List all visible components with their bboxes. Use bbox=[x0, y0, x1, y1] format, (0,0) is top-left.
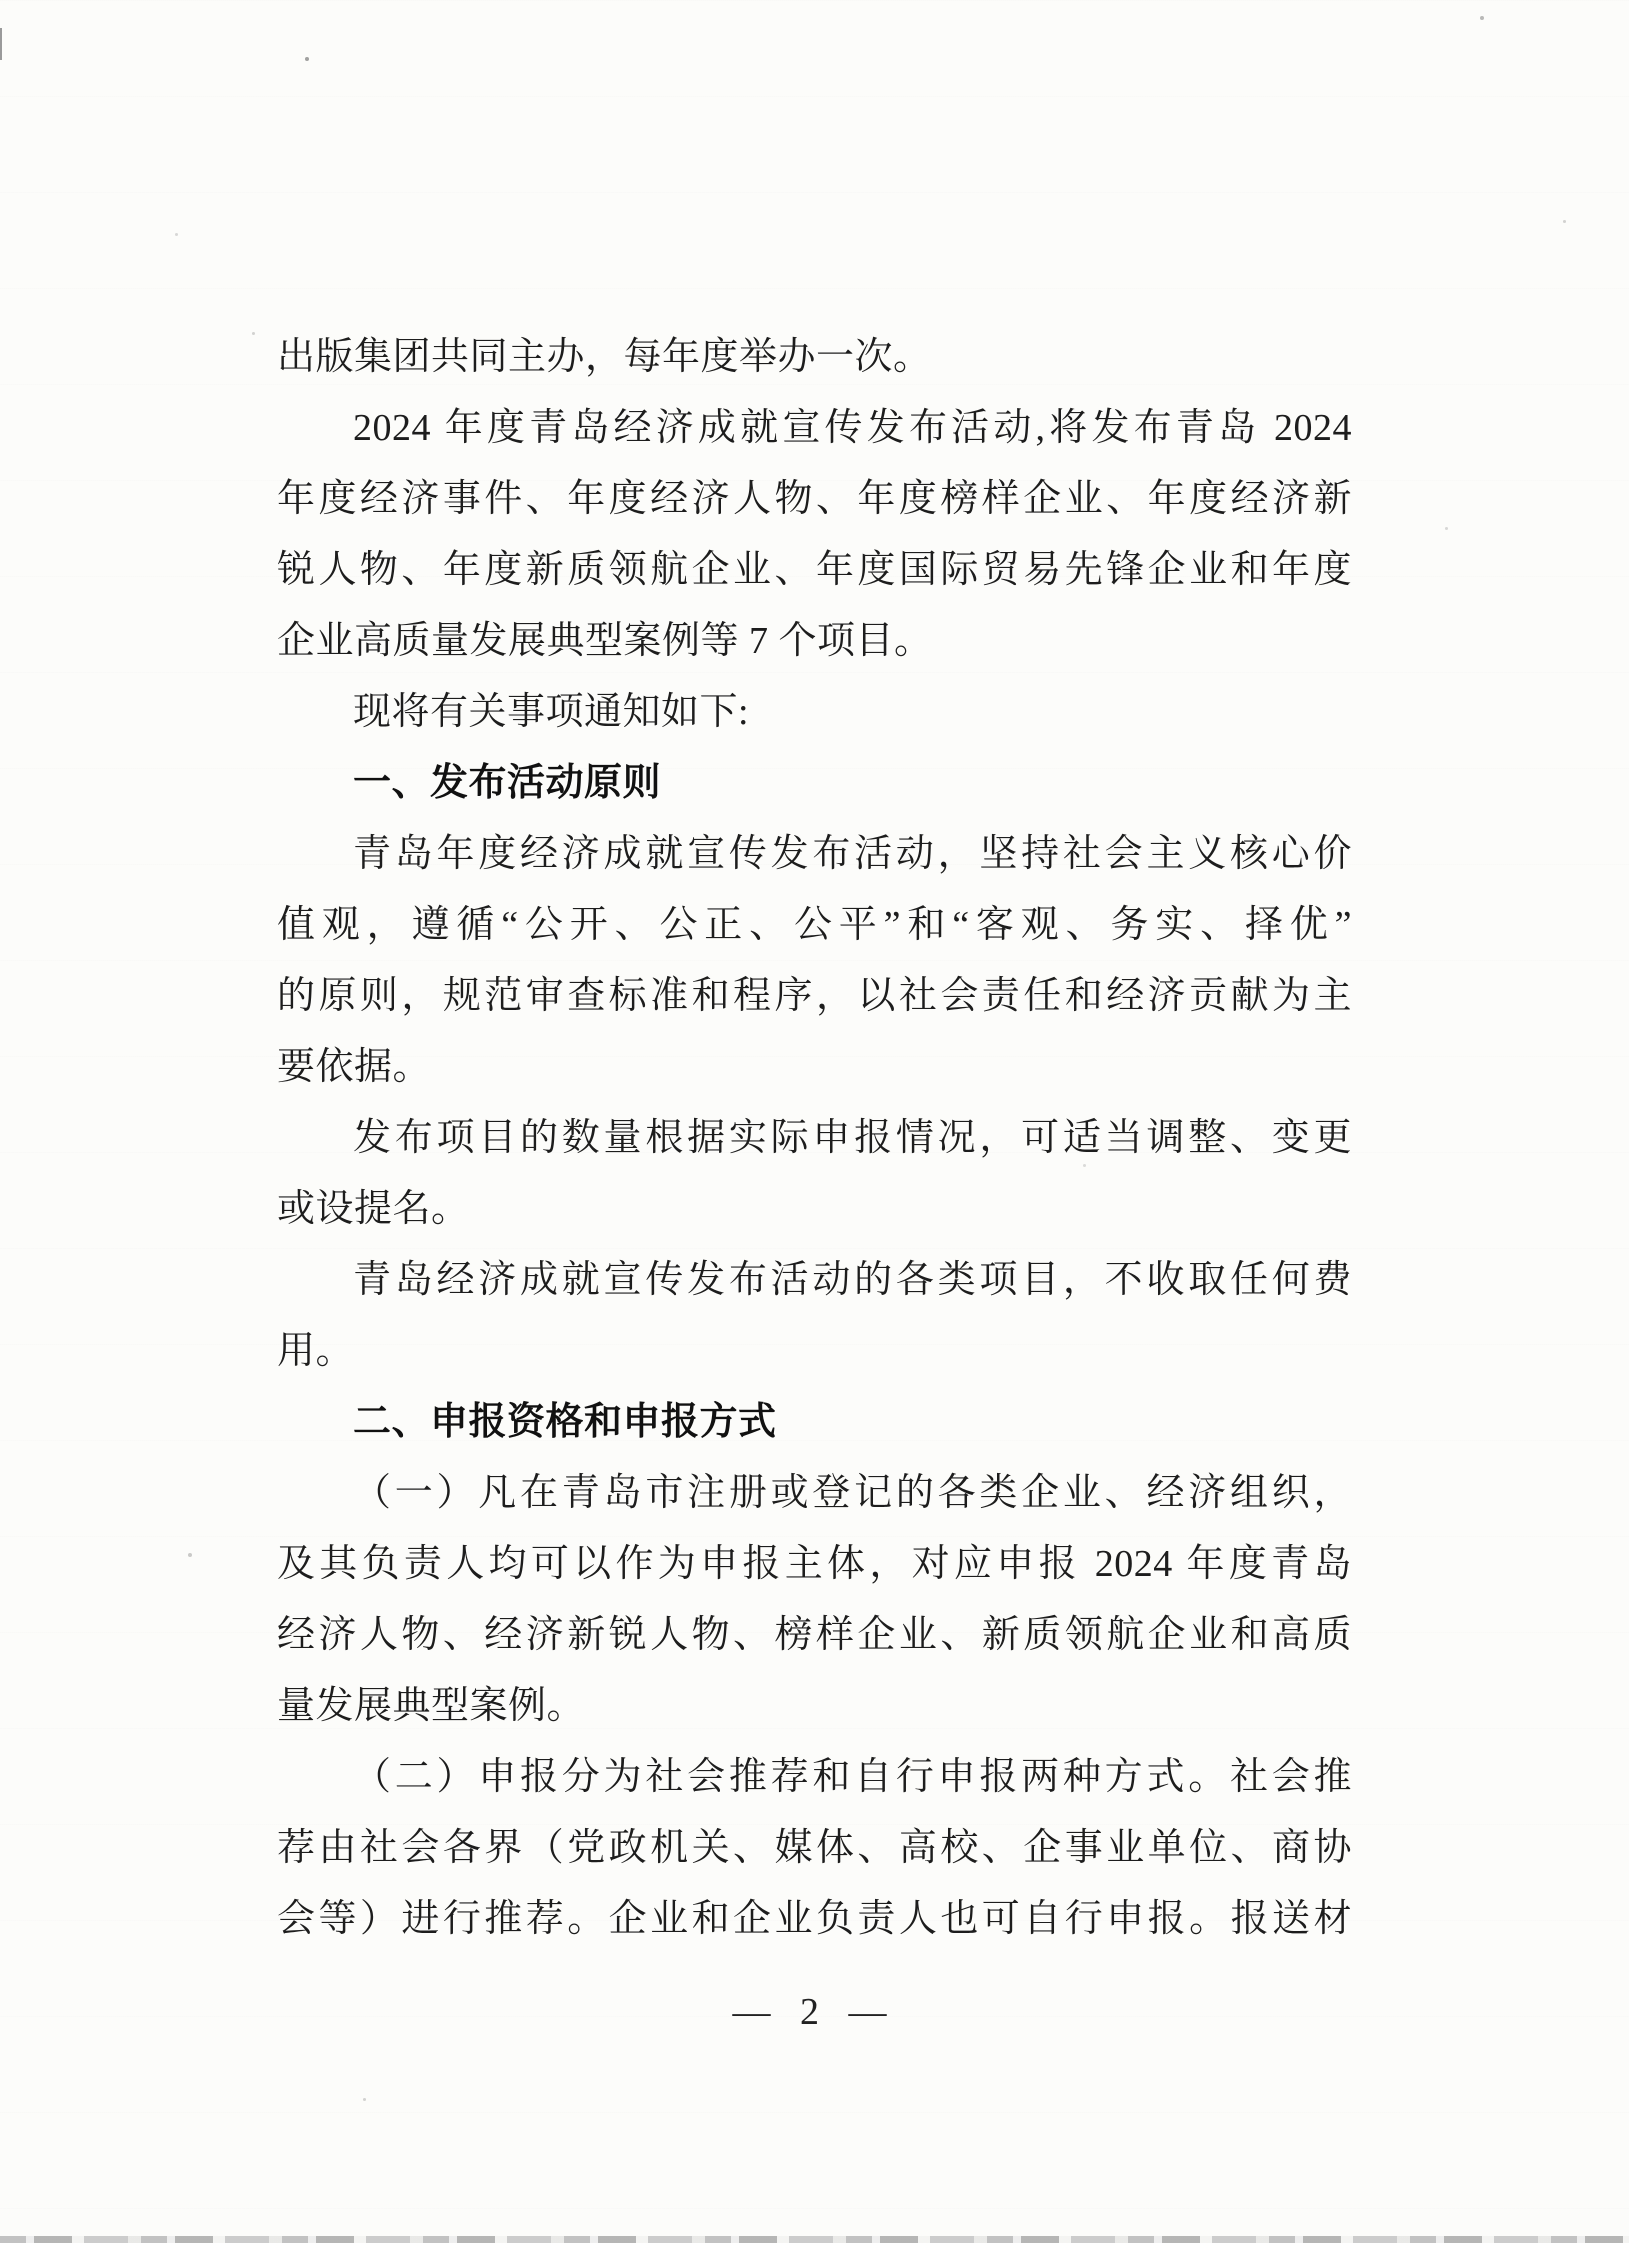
document-body bbox=[277, 322, 1352, 1955]
scan-speck bbox=[1480, 16, 1484, 20]
document-line: 青岛经济成就宣传发布活动的各类项目，不收取任何费 bbox=[353, 1259, 1352, 1301]
scan-speck bbox=[1563, 220, 1566, 223]
scan-speck bbox=[363, 2098, 366, 2101]
document-line: 青岛年度经济成就宣传发布活动，坚持社会主义核心价 bbox=[353, 833, 1352, 875]
document-line: 会等）进行推荐。企业和企业负责人也可自行申报。报送材 bbox=[277, 1898, 1352, 1940]
document-line: 用。 bbox=[277, 1330, 355, 1372]
scan-speck bbox=[252, 332, 255, 335]
document-line: 发布项目的数量根据实际申报情况，可适当调整、变更 bbox=[353, 1117, 1352, 1159]
document-line: （二）申报分为社会推荐和自行申报两种方式。社会推 bbox=[353, 1756, 1352, 1798]
document-line: 或设提名。 bbox=[277, 1188, 470, 1230]
document-line: 2024 年度青岛经济成就宣传发布活动,将发布青岛 2024 bbox=[353, 407, 1352, 449]
document-line: 量发展典型案例。 bbox=[277, 1685, 586, 1727]
scan-noise-band bbox=[0, 2236, 1629, 2243]
document-line: 出版集团共同主办，每年度举办一次。 bbox=[277, 336, 932, 378]
scan-speck bbox=[175, 233, 178, 236]
document-line: （一）凡在青岛市注册或登记的各类企业、经济组织， bbox=[353, 1472, 1352, 1514]
scan-speck bbox=[305, 57, 309, 61]
document-line: 企业高质量发展典型案例等 7 个项目。 bbox=[277, 620, 933, 662]
document-line: 荐由社会各界（党政机关、媒体、高校、企事业单位、商协 bbox=[277, 1827, 1352, 1869]
scan-speck bbox=[1445, 527, 1448, 530]
section-heading-2: 二、申报资格和申报方式 bbox=[353, 1401, 777, 1443]
document-line: 年度经济事件、年度经济人物、年度榜样企业、年度经济新 bbox=[277, 478, 1352, 520]
document-line: 及其负责人均可以作为申报主体，对应申报 2024 年度青岛 bbox=[277, 1543, 1352, 1585]
document-line: 值观，遵循“公开、公正、公平”和“客观、务实、择优” bbox=[277, 904, 1352, 946]
document-line: 锐人物、年度新质领航企业、年度国际贸易先锋企业和年度 bbox=[277, 549, 1352, 591]
document-line: 要依据。 bbox=[277, 1046, 432, 1088]
document-line: 现将有关事项通知如下: bbox=[353, 691, 750, 733]
scan-edge-artifact bbox=[0, 28, 2, 60]
section-heading-1: 一、发布活动原则 bbox=[353, 762, 662, 804]
scan-speck bbox=[1083, 1164, 1086, 1167]
page-number: — 2 — bbox=[732, 1991, 897, 2033]
scan-speck bbox=[1300, 1786, 1303, 1789]
document-line: 经济人物、经济新锐人物、榜样企业、新质领航企业和高质 bbox=[277, 1614, 1352, 1656]
document-line: 的原则，规范审查标准和程序，以社会责任和经济贡献为主 bbox=[277, 975, 1352, 1017]
scan-speck bbox=[188, 1553, 192, 1557]
